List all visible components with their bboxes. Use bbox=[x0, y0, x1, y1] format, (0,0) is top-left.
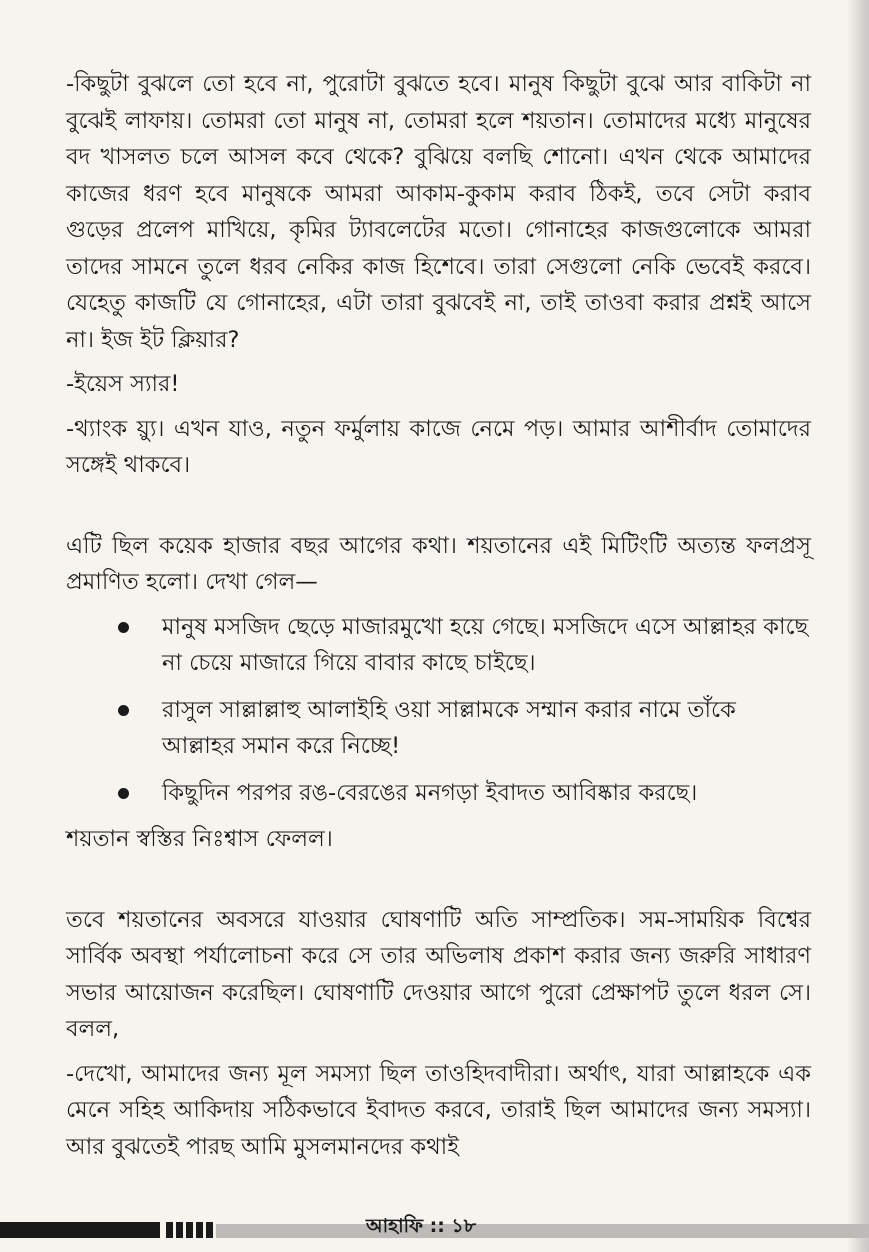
footer-ticks bbox=[166, 1222, 213, 1238]
footer-tick bbox=[186, 1222, 193, 1238]
footer-tick bbox=[176, 1222, 183, 1238]
bullet-icon bbox=[118, 705, 129, 716]
footer-tick bbox=[166, 1222, 173, 1238]
list-item-text: মানুষ মসজিদ ছেড়ে মাজারমুখো হয়ে গেছে। মসজিদে এসে আল্লাহর কাছে না চেয়ে মাজারে গিয়ে বাবার কাছে চাইছে। bbox=[162, 613, 809, 676]
paragraph-6: তবে শয়তানের অবসরে যাওয়ার ঘোষণাটি অতি সাম্প্রতিক। সম-সাময়িক বিশ্বের সার্বিক অবস্থা পর্যালোচনা করে সে তার অভিলাষ প্রকাশ করার জন্য জরুরি সাধারণ সভার আয়োজন করেছিল। ঘোষণাটি দেওয়ার আগে পুরো প্রেক্ষাপট তুলে ধরল সে। বলল, bbox=[66, 906, 811, 1042]
list-item-text: কিছুদিন পরপর রঙ-বেরঙের মনগড়া ইবাদত আবিষ্কার করছে। bbox=[162, 779, 698, 806]
paragraph-7: -দেখো, আমাদের জন্য মূল সমস্যা ছিল তাওহিদবাদীরা। অর্থাৎ, যারা আল্লাহকে এক মেনে সহিহ আকিদায় সঠিকভাবে ইবাদত করবে, তারাই ছিল আমাদের জন্য সমস্যা। আর বুঝতেই পারছ আমি মুসলমানদের কথাই bbox=[66, 1060, 811, 1160]
footer-bar-dark bbox=[0, 1222, 160, 1238]
paragraph-4: এটি ছিল কয়েক হাজার বছর আগের কথা। শয়তানের এই মিটিংটি অত্যন্ত ফলপ্রসূ প্রমাণিত হলো। দেখা গেল— bbox=[66, 532, 811, 595]
footer-bar-light bbox=[216, 1224, 869, 1238]
bullet-list bbox=[66, 609, 811, 812]
footer-tick bbox=[196, 1222, 203, 1238]
bullet-icon bbox=[118, 788, 129, 799]
list-item bbox=[66, 775, 811, 812]
footer-tick bbox=[206, 1222, 213, 1238]
list-item-text: রাসুল সাল্লাল্লাহু আলাইহি ওয়া সাল্লামকে সম্মান করার নামে তাঁকে আল্লাহর সমান করে নিচ্ছে! bbox=[162, 696, 736, 759]
paragraph-5: শয়তান স্বস্তির নিঃশ্বাস ফেলল। bbox=[66, 826, 333, 852]
list-item bbox=[66, 609, 811, 682]
page-body bbox=[66, 66, 811, 1173]
list-item bbox=[66, 692, 811, 765]
section-gap bbox=[66, 492, 811, 528]
footer-page-label: আহাফি :: ১৮ bbox=[366, 1215, 477, 1237]
bullet-icon bbox=[118, 622, 129, 633]
paragraph-2: -ইয়েস স্যার! bbox=[66, 371, 180, 397]
page-edge-shadow bbox=[847, 0, 869, 1252]
page-footer bbox=[0, 1215, 869, 1240]
section-gap bbox=[66, 866, 811, 902]
paragraph-3: -থ্যাংক য়্যু। এখন যাও, নতুন ফর্মুলায় কাজে নেমে পড়। আমার আশীর্বাদ তোমাদের সঙ্গেই থাকবে। bbox=[66, 415, 811, 478]
paragraph-1: -কিছুটা বুঝলে তো হবে না, পুরোটা বুঝতে হবে। মানুষ কিছুটা বুঝে আর বাকিটা না বুঝেই লাফায়। তোমরা তো মানুষ না, তোমরা হলে শয়তান। তোমাদের মধ্যে মানুষের বদ খাসলত চলে আসল কবে থেকে? বুঝিয়ে বলছি শোনো। এখন থেকে আমাদের কাজের ধরণ হবে মানুষকে আমরা আকাম-কুকাম করাব ঠিকই, তবে সেটা করাব গুড়ের প্রলেপ মাখিয়ে, কৃমির ট্যাবলেটের মতো। গোনাহের কাজগুলোকে আমরা তাদের সামনে তুলে ধরব নেকির কাজ হিশেবে। তারা সেগুলো নেকি ভেবেই করবে। যেহেতু কাজটি যে গোনাহের, এটা তারা বুঝবেই না, তাই তাওবা করার প্রশ্নই আসে না। ইজ ইট ক্লিয়ার? bbox=[66, 71, 811, 353]
